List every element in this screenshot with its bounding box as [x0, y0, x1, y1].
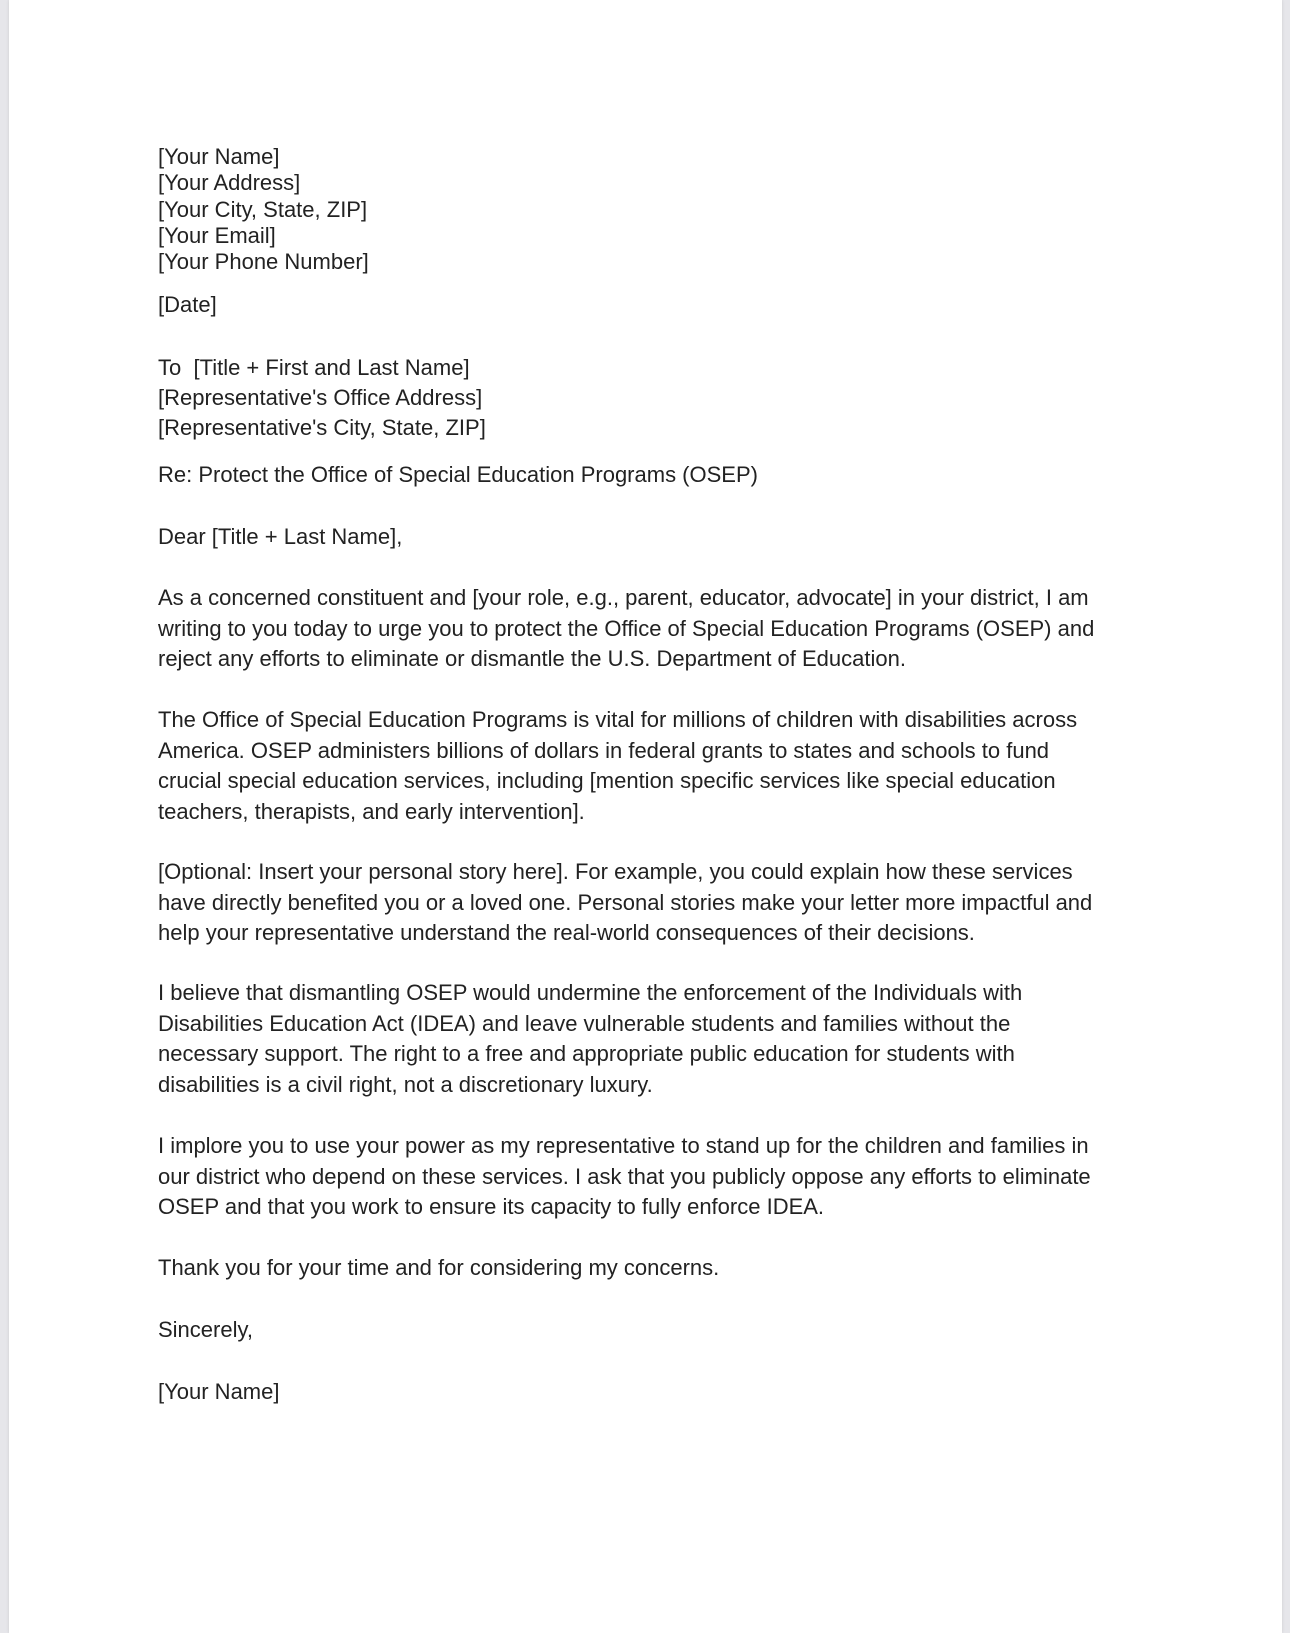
text-line: our district who depend on these services. I ask that you publicly oppose any efforts to eliminate [158, 1163, 1091, 1189]
text-line: have directly benefited you or a loved one. Personal stories make your letter more impactful and [158, 889, 1093, 915]
recipient-line: [Representative's City, State, ZIP] [158, 415, 486, 440]
text-line: reject any efforts to eliminate or dismantle the U.S. Department of Education. [158, 646, 906, 671]
text-line: The Office of Special Education Programs is vital for millions of children with disabilities across [158, 707, 1078, 732]
closing-thanks: Thank you for your time and for considering my concerns. [158, 1255, 720, 1280]
sender-block [158, 144, 369, 275]
recipient-line: [Representative's Office Address] [158, 385, 483, 410]
text-line: crucial special education services, including [mention specific services like special education [158, 768, 1056, 793]
paragraph-3 [158, 857, 1092, 949]
signature: [Your Name] [158, 1379, 280, 1404]
text-line: necessary support. The right to a free and appropriate public education for students with [158, 1041, 1015, 1066]
text-line: teachers, therapists, and early intervention]. [158, 798, 585, 824]
sender-line: [Your Phone Number] [158, 249, 369, 275]
sender-line: [Your Address] [158, 170, 301, 196]
text-line: America. OSEP administers billions of dollars in federal grants to states and schools to fund [158, 737, 1050, 763]
text-line: [Optional: Insert your personal story here]. For example, you could explain how these services [158, 859, 1073, 884]
paragraph-1 [158, 583, 1094, 675]
text-line: help your representative understand the real-world consequences of their decisions. [158, 920, 975, 945]
recipient-block [158, 353, 486, 443]
paragraph-2 [158, 705, 1077, 827]
text-line: As a concerned constituent and [your role, e.g., parent, educator, advocate] in your district, I am [158, 585, 1089, 610]
paragraph-4 [158, 978, 1022, 1100]
text-line: writing to you today to urge you to protect the Office of Special Education Programs (OSEP) and [158, 615, 1095, 641]
text-line: I implore you to use your power as my representative to stand up for the children and families in [158, 1133, 1089, 1158]
letter-page [9, 0, 1282, 1633]
text-line: OSEP and that you work to ensure its capacity to fully enforce IDEA. [158, 1194, 825, 1219]
text-line: I believe that dismantling OSEP would undermine the enforcement of the Individuals with [158, 980, 1023, 1005]
subject-line: Re: Protect the Office of Special Education Programs (OSEP) [158, 462, 758, 487]
salutation: Dear [Title + Last Name], [158, 524, 403, 549]
sender-line: [Your Name] [158, 144, 280, 169]
text-line: disabilities is a civil right, not a discretionary luxury. [158, 1071, 653, 1097]
signoff: Sincerely, [158, 1317, 253, 1342]
sender-line: [Your Email] [158, 222, 276, 248]
date: [Date] [158, 292, 217, 317]
recipient-line: To [Title + First and Last Name] [158, 355, 470, 380]
paragraph-5 [158, 1131, 1091, 1223]
sender-line: [Your City, State, ZIP] [158, 196, 368, 222]
text-line: Disabilities Education Act (IDEA) and leave vulnerable students and families without the [158, 1010, 1011, 1036]
